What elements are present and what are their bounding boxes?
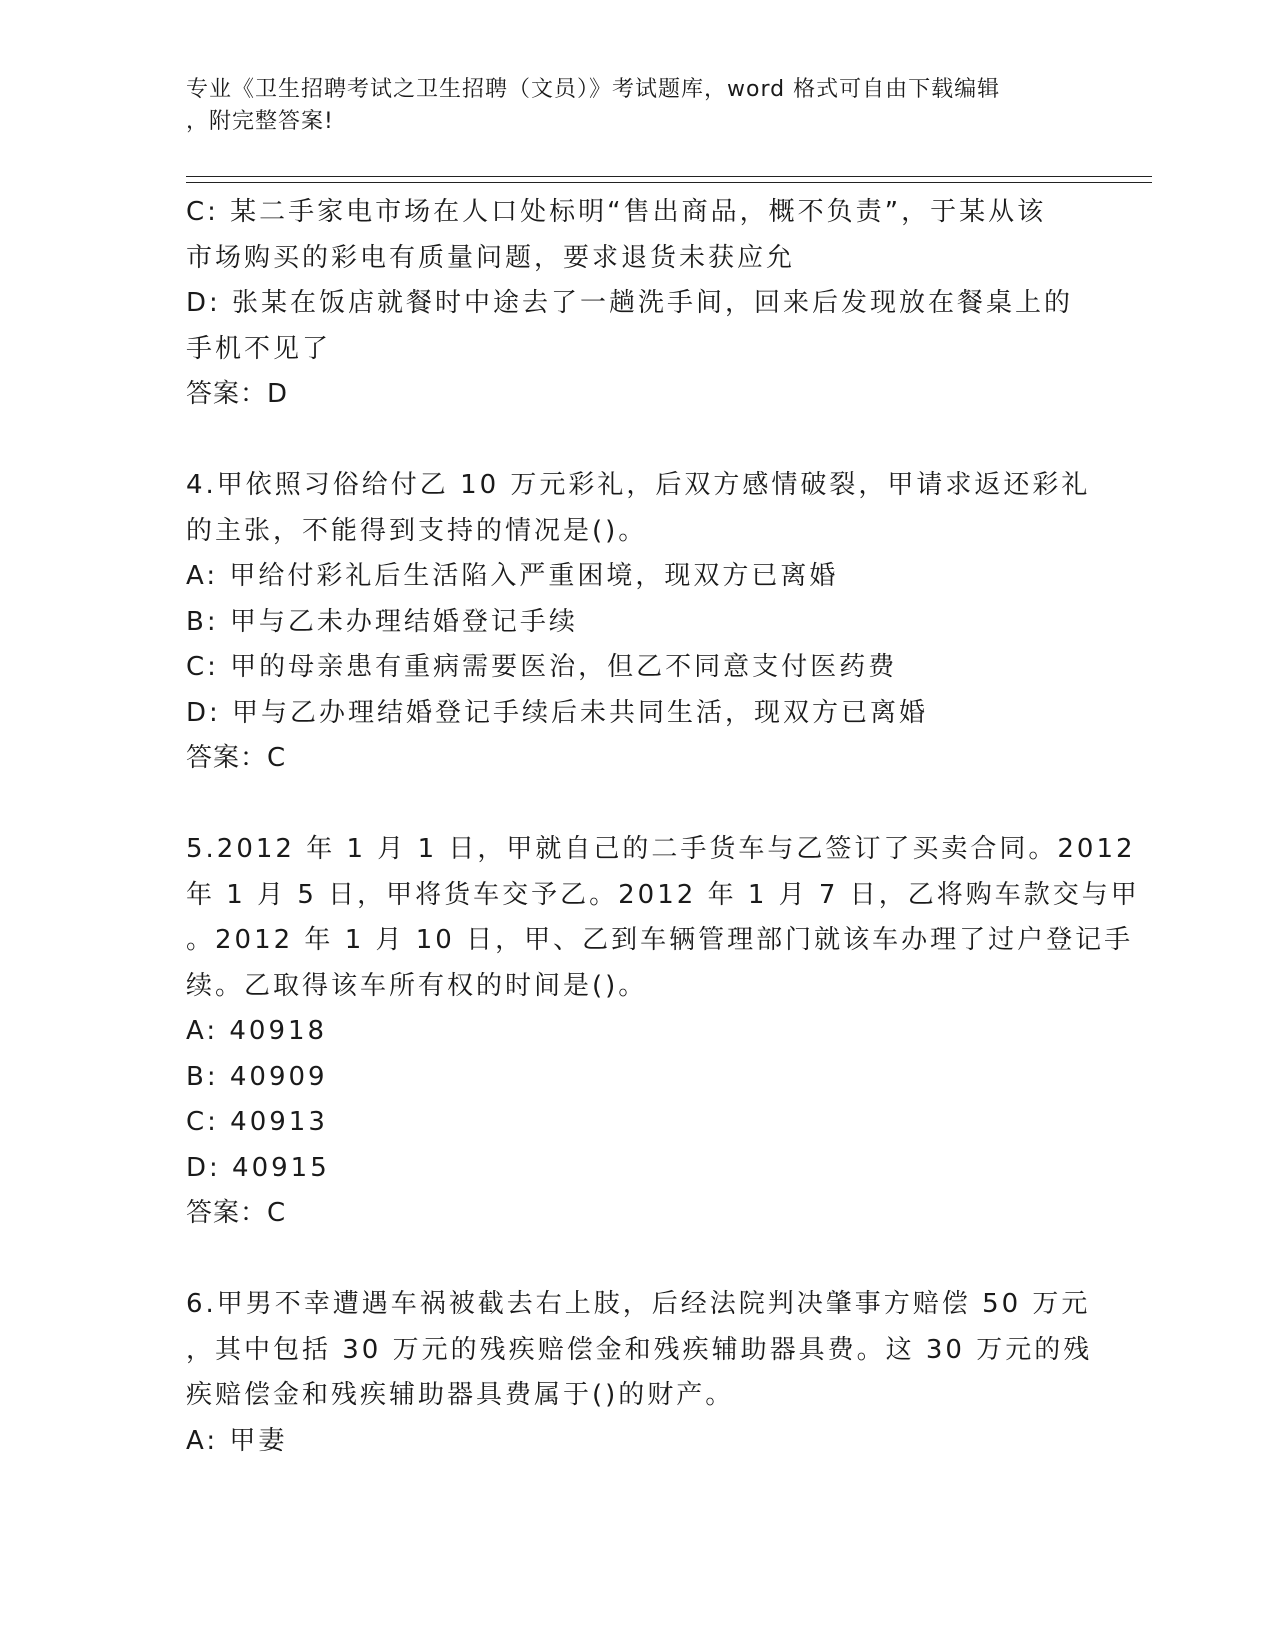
question-stem-line-3: 疾赔偿金和残疾辅助器具费属于()的财产。 [186, 1380, 735, 1410]
question-stem-line-1: 4.甲依照习俗给付乙 10 万元彩礼，后双方感情破裂，甲请求返还彩礼 [186, 470, 1091, 500]
question-4 [186, 463, 1091, 782]
option-a: A: 40918 [186, 1016, 328, 1046]
option-a: A: 甲妻 [186, 1425, 288, 1456]
header-line-2: ，附完整答案! [186, 109, 334, 134]
option-b: B: 40909 [186, 1061, 328, 1092]
answer-label: 答案：C [186, 743, 287, 773]
answer-label: 答案：C [186, 1198, 287, 1228]
spacer [186, 782, 1086, 828]
question-stem-line-4: 续。乙取得该车所有权的时间是()。 [186, 970, 648, 1001]
document-body [186, 190, 1140, 1464]
document-header [186, 74, 1066, 138]
option-c: C: 40913 [186, 1107, 328, 1137]
header-rule-top [186, 176, 1152, 177]
question-stem-line-2: 的主张，不能得到支持的情况是()。 [186, 515, 648, 546]
option-c: C: 甲的母亲患有重病需要医治，但乙不同意支付医药费 [186, 652, 898, 682]
question-stem-line-1: 6.甲男不幸遭遇车祸被截去右上肢，后经法院判决肇事方赔偿 50 万元 [186, 1289, 1091, 1319]
spacer [186, 1237, 1086, 1283]
question-stem-line-2: 年 1 月 5 日，甲将货车交予乙。2012 年 1 月 7 日，乙将购车款交与甲 [186, 879, 1140, 910]
question-stem-line-3: 。2012 年 1 月 10 日，甲、乙到车辆管理部门就该车办理了过户登记手 [186, 925, 1134, 955]
spacer [186, 418, 1086, 464]
question-stem-line-1: 5.2012 年 1 月 1 日，甲就自己的二手货车与乙签订了买卖合同。2012 [186, 834, 1136, 864]
option-a: A: 甲给付彩礼后生活陷入严重困境，现双方已离婚 [186, 561, 839, 591]
option-c-line-1: C: 某二手家电市场在人口处标明“售出商品，概不负责”，于某从该 [186, 197, 1047, 227]
question-3-tail [186, 190, 1086, 418]
header-line-1: 专业《卫生招聘考试之卫生招聘（文员）》考试题库，word 格式可自由下载编辑 [186, 77, 1001, 102]
question-5 [186, 827, 1140, 1237]
answer-label: 答案：D [186, 379, 289, 409]
header-rule-bottom [186, 182, 1152, 183]
question-stem-line-2: ，其中包括 30 万元的残疾赔偿金和残疾辅助器具费。这 30 万元的残 [186, 1334, 1093, 1365]
option-b: B: 甲与乙未办理结婚登记手续 [186, 606, 578, 637]
option-d: D: 甲与乙办理结婚登记手续后未共同生活，现双方已离婚 [186, 697, 929, 728]
option-d: D: 40915 [186, 1152, 330, 1183]
option-d-line-2: 手机不见了 [186, 333, 332, 364]
option-d-line-1: D: 张某在饭店就餐时中途去了一趟洗手间，回来后发现放在餐桌上的 [186, 288, 1074, 318]
option-c-line-2: 市场购买的彩电有质量问题，要求退货未获应允 [186, 242, 796, 273]
question-6 [186, 1282, 1093, 1464]
